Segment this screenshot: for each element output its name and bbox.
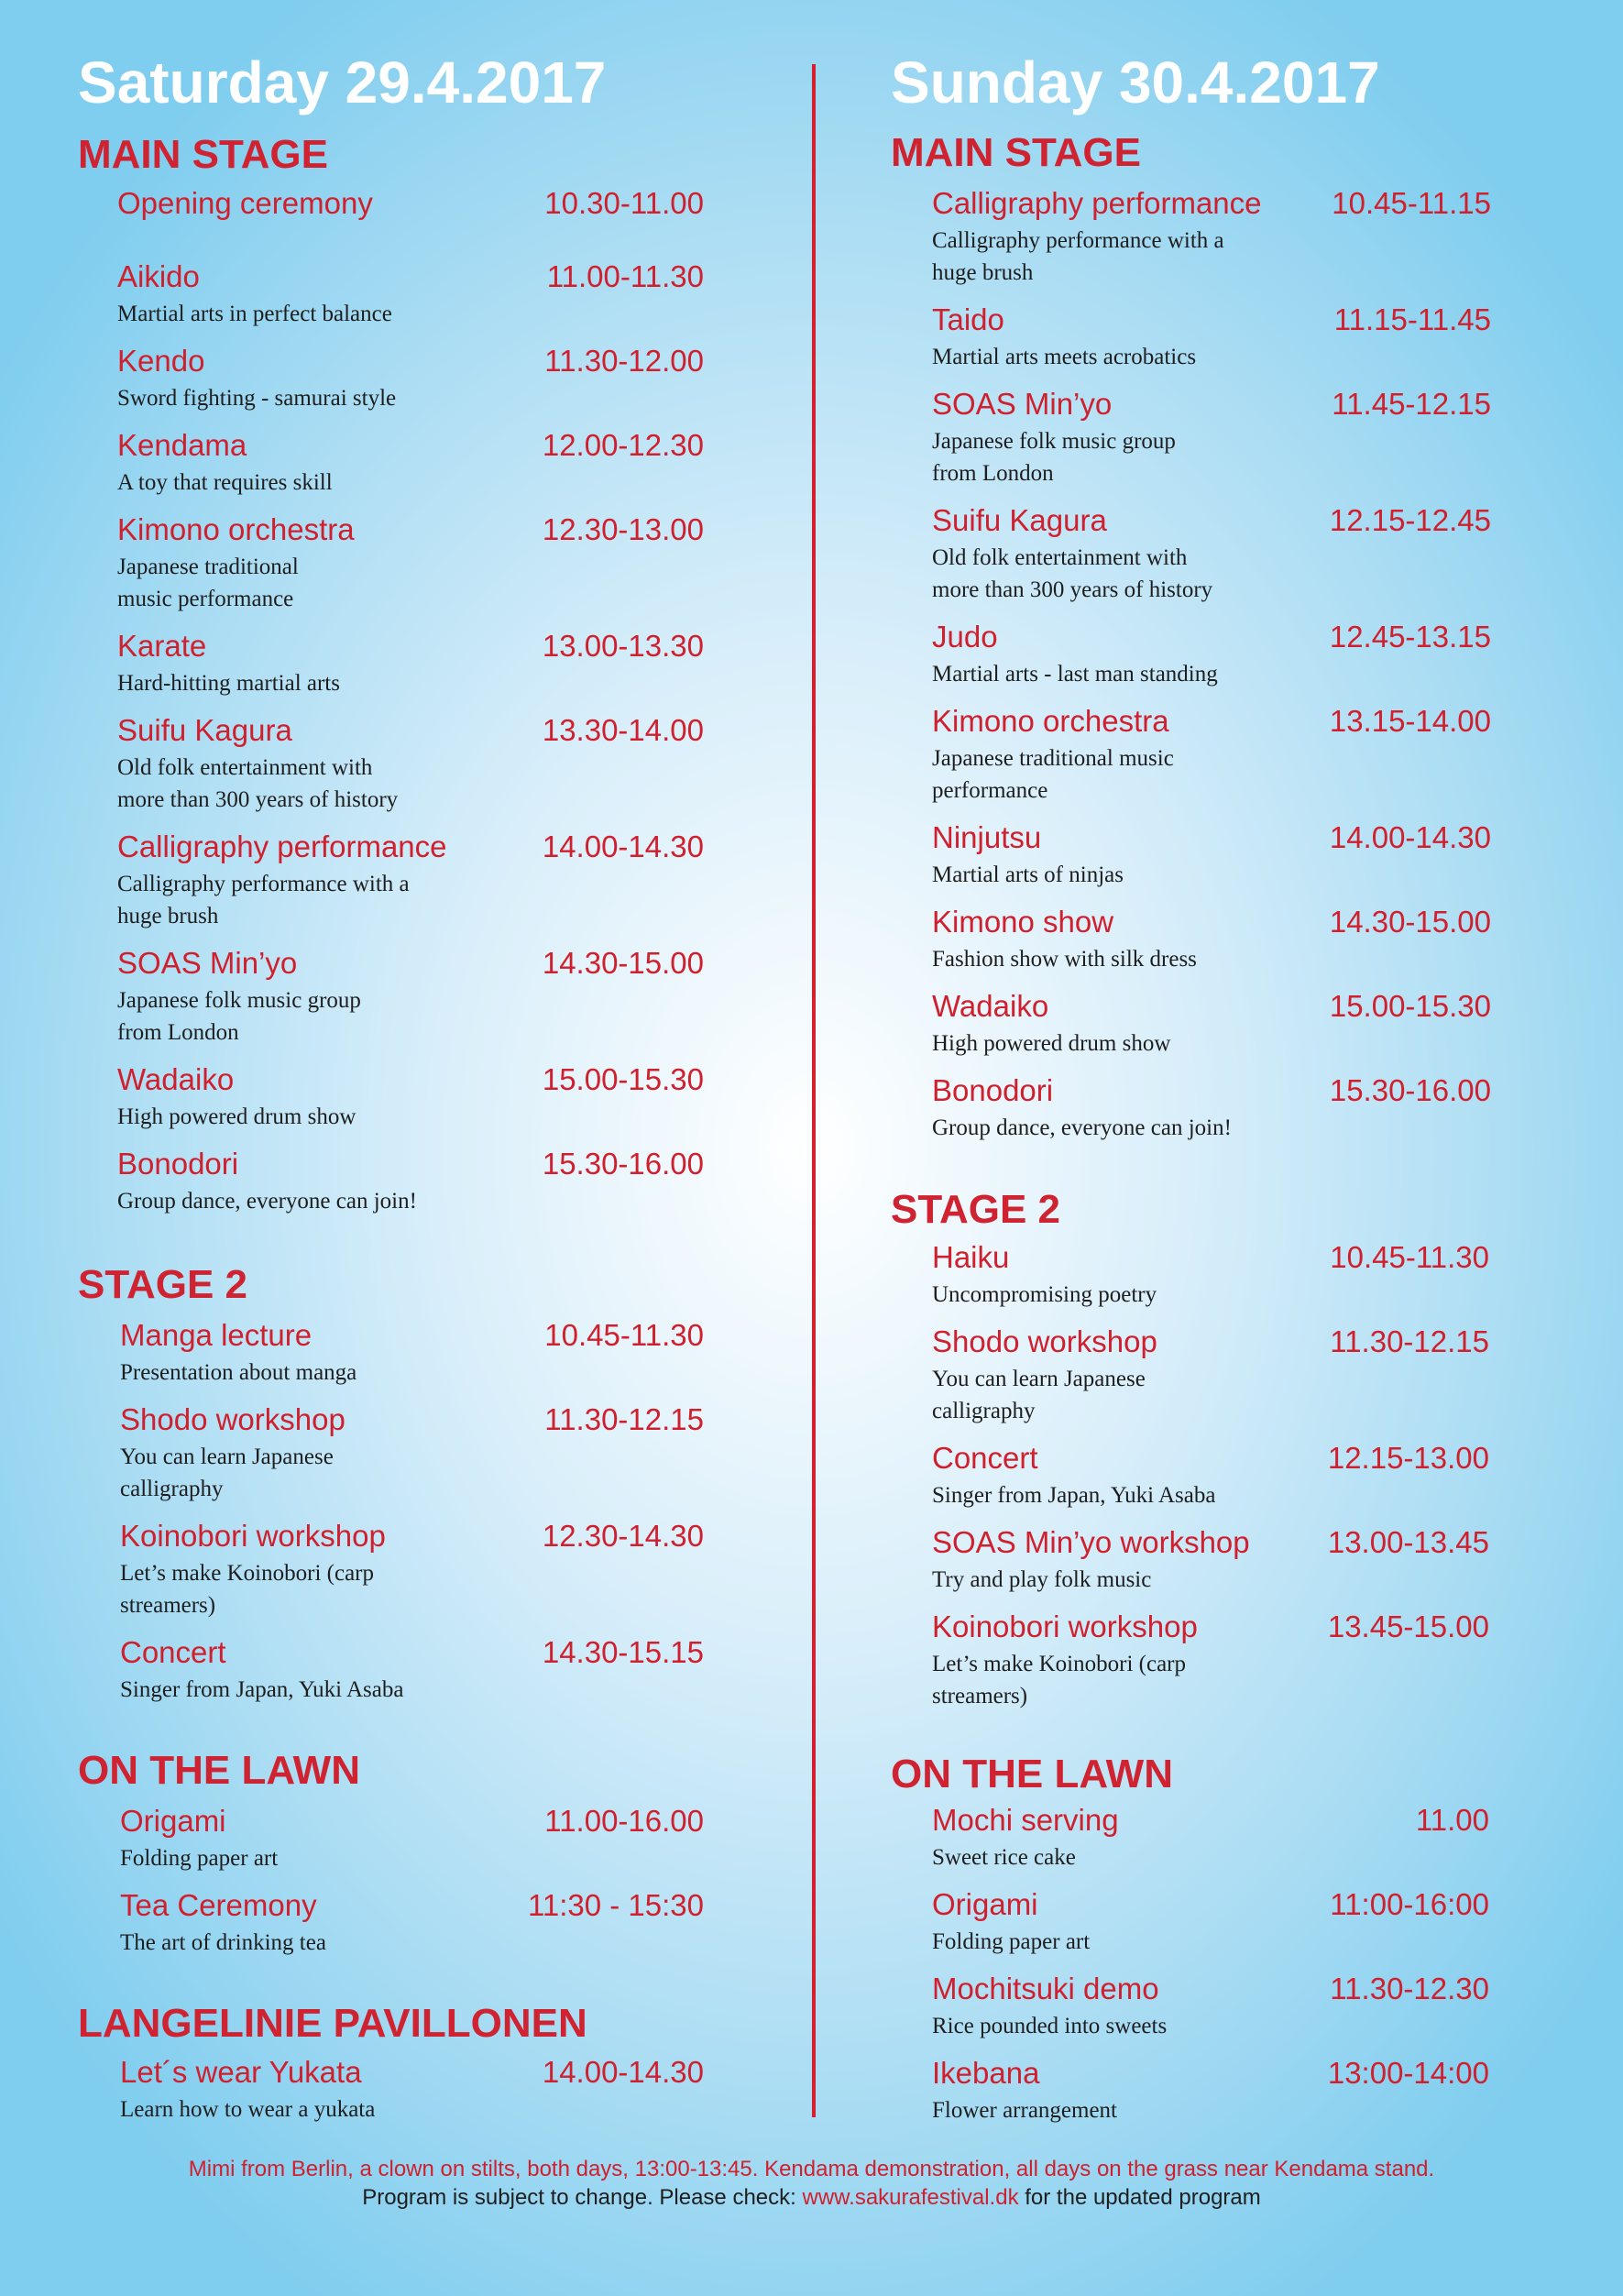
event-time: 12.00-12.30 xyxy=(542,428,704,462)
sunday-main-stage-heading: MAIN STAGE xyxy=(891,130,1141,175)
event-description: Old folk entertainment with more than 300 years of history xyxy=(932,545,1213,602)
event-description: Fashion show with silk dress xyxy=(932,947,1197,972)
event-name: Wadaiko xyxy=(117,1062,235,1096)
event-time: 11.30-12.15 xyxy=(544,1402,704,1436)
saturday-main-stage-heading: MAIN STAGE xyxy=(78,132,328,177)
event-time: 11.00-16.00 xyxy=(544,1804,704,1838)
event-description: Learn how to wear a yukata xyxy=(120,2097,376,2122)
footer-note: Mimi from Berlin, a clown on stilts, both days, 13:00-13:45. Kendama demonstration, all days on the grass near Kendama stand. xyxy=(188,2157,1435,2181)
event-time: 14.30-15.15 xyxy=(542,1635,704,1669)
event-time: 11.30-12.15 xyxy=(1330,1324,1489,1358)
event-name: Calligraphy performance xyxy=(932,186,1262,220)
event-name: Kendama xyxy=(117,428,247,462)
event-time: 12.30-14.30 xyxy=(542,1519,704,1553)
event-time: 11.15-11.45 xyxy=(1333,302,1491,336)
event-description: Japanese traditional music performance xyxy=(117,555,299,611)
event-time: 14.30-15.00 xyxy=(1329,905,1491,939)
event-time: 15.30-16.00 xyxy=(542,1147,704,1181)
event-name: SOAS Min’yo workshop xyxy=(932,1525,1250,1559)
event-name: Kimono orchestra xyxy=(117,512,355,546)
event-time: 13.45-15.00 xyxy=(1327,1609,1489,1643)
event-name: Mochitsuki demo xyxy=(932,1972,1159,2005)
festival-website-link[interactable]: www.sakurafestival.dk xyxy=(802,2185,1019,2210)
event-time: 14.00-14.30 xyxy=(542,2055,704,2089)
event-description: Presentation about manga xyxy=(120,1360,357,1385)
event-time: 13.00-13.30 xyxy=(542,629,704,663)
event-description: Singer from Japan, Yuki Asaba xyxy=(932,1483,1216,1508)
event-name: Koinobori workshop xyxy=(932,1609,1198,1643)
event-description: Group dance, everyone can join! xyxy=(117,1189,417,1214)
event-description: High powered drum show xyxy=(932,1031,1171,1056)
saturday-stage-2-heading: STAGE 2 xyxy=(78,1262,248,1307)
sunday-title: Sunday 30.4.2017 xyxy=(891,49,1380,115)
event-name: Shodo workshop xyxy=(120,1402,345,1436)
event-time: 10.45-11.15 xyxy=(1332,186,1491,220)
event-time: 13.30-14.00 xyxy=(542,713,704,747)
event-description: Martial arts in perfect balance xyxy=(117,302,392,326)
event-description: Rice pounded into sweets xyxy=(932,2014,1168,2038)
event-time: 11:00-16:00 xyxy=(1330,1887,1489,1921)
event-time: 15.30-16.00 xyxy=(1329,1073,1491,1107)
saturday-title: Saturday 29.4.2017 xyxy=(78,49,607,115)
event-description: Japanese folk music group from London xyxy=(932,429,1176,486)
event-time: 11.30-12.30 xyxy=(1330,1972,1489,2005)
event-name: Ninjutsu xyxy=(932,820,1042,854)
event-name: Kimono show xyxy=(932,905,1114,939)
event-name: Suifu Kagura xyxy=(117,713,292,747)
event-description: Sweet rice cake xyxy=(932,1845,1076,1870)
event-name: Concert xyxy=(932,1441,1038,1475)
event-name: Haiku xyxy=(932,1240,1010,1274)
event-time: 10.45-11.30 xyxy=(1330,1240,1489,1274)
event-time: 11:30 - 15:30 xyxy=(527,1888,704,1922)
event-name: Bonodori xyxy=(117,1147,239,1181)
event-description: Group dance, everyone can join! xyxy=(932,1115,1232,1140)
event-description: Old folk entertainment with more than 300 years of history xyxy=(117,755,399,812)
event-time: 13.00-13.45 xyxy=(1327,1525,1489,1559)
event-time: 12.45-13.15 xyxy=(1329,620,1491,654)
event-description: Martial arts - last man standing xyxy=(932,662,1218,687)
event-time: 12.15-13.00 xyxy=(1327,1441,1489,1475)
event-name: Suifu Kagura xyxy=(932,503,1107,537)
event-description: You can learn Japanese calligraphy xyxy=(120,1445,334,1501)
event-description: Let’s make Koinobori (carp streamers) xyxy=(932,1652,1186,1708)
event-name: Bonodori xyxy=(932,1073,1054,1107)
event-description: Try and play folk music xyxy=(932,1567,1152,1592)
event-name: Tea Ceremony xyxy=(120,1888,317,1922)
event-description: Japanese folk music group from London xyxy=(117,988,361,1045)
event-time: 11.00-11.30 xyxy=(546,259,704,293)
saturday-on-the-lawn-heading: ON THE LAWN xyxy=(78,1748,360,1793)
event-description: The art of drinking tea xyxy=(120,1930,326,1955)
footer-subject-suffix: for the updated program xyxy=(1018,2185,1261,2210)
event-name: Kendo xyxy=(117,344,205,378)
event-description: Martial arts of ninjas xyxy=(932,862,1124,887)
event-name: Mochi serving xyxy=(932,1803,1119,1837)
event-name: Opening ceremony xyxy=(117,186,373,220)
column-divider xyxy=(812,64,816,2117)
event-description: Hard-hitting martial arts xyxy=(117,671,340,696)
sunday-on-the-lawn-heading: ON THE LAWN xyxy=(891,1752,1173,1796)
event-name: Shodo workshop xyxy=(932,1324,1157,1358)
event-description: Sword fighting - samurai style xyxy=(117,386,397,411)
event-name: Aikido xyxy=(117,259,200,293)
event-description: Flower arrangement xyxy=(932,2098,1118,2123)
event-description: A toy that requires skill xyxy=(117,470,333,495)
event-time: 14.00-14.30 xyxy=(1329,820,1491,854)
event-name: Karate xyxy=(117,629,207,663)
footer-disclaimer xyxy=(0,2184,1623,2212)
event-name: Manga lecture xyxy=(120,1318,313,1352)
event-name: Kimono orchestra xyxy=(932,704,1169,738)
event-name: Taido xyxy=(932,302,1004,336)
event-description: Let’s make Koinobori (carp streamers) xyxy=(120,1561,374,1618)
event-time: 12.30-13.00 xyxy=(542,512,704,546)
event-description: Singer from Japan, Yuki Asaba xyxy=(120,1677,404,1702)
event-time: 11.00 xyxy=(1415,1803,1489,1837)
event-name: Ikebana xyxy=(932,2056,1040,2090)
event-name: Koinobori workshop xyxy=(120,1519,386,1553)
event-description: Folding paper art xyxy=(932,1929,1091,1954)
event-description: Calligraphy performance with a huge brush xyxy=(932,228,1224,285)
footer-subject-prefix: Program is subject to change. Please check: xyxy=(362,2185,803,2210)
event-description: You can learn Japanese calligraphy xyxy=(932,1367,1146,1423)
saturday-langelinie-heading: LANGELINIE PAVILLONEN xyxy=(78,2001,587,2046)
event-time: 14.00-14.30 xyxy=(542,829,704,863)
event-name: Concert xyxy=(120,1635,226,1669)
event-name: Origami xyxy=(120,1804,226,1838)
event-description: Calligraphy performance with a huge brush xyxy=(117,872,410,928)
event-time: 11.30-12.00 xyxy=(544,344,704,378)
sunday-stage-2-heading: STAGE 2 xyxy=(891,1187,1061,1232)
event-time: 13:00-14:00 xyxy=(1327,2056,1489,2090)
event-description: Uncompromising poetry xyxy=(932,1282,1157,1307)
event-name: SOAS Min’yo xyxy=(932,387,1113,421)
event-name: Let´s wear Yukata xyxy=(120,2055,362,2089)
event-name: Calligraphy performance xyxy=(117,829,447,863)
event-description: Martial arts meets acrobatics xyxy=(932,345,1197,369)
event-time: 10.45-11.30 xyxy=(544,1318,704,1352)
event-description: High powered drum show xyxy=(117,1104,356,1129)
event-description: Japanese traditional music performance xyxy=(932,746,1174,803)
event-time: 15.00-15.30 xyxy=(1329,989,1491,1023)
event-description: Folding paper art xyxy=(120,1846,279,1871)
event-time: 11.45-12.15 xyxy=(1332,387,1491,421)
event-time: 14.30-15.00 xyxy=(542,946,704,980)
event-time: 12.15-12.45 xyxy=(1329,503,1491,537)
event-name: Wadaiko xyxy=(932,989,1049,1023)
event-name: Judo xyxy=(932,620,998,654)
event-name: Origami xyxy=(932,1887,1038,1921)
event-time: 10.30-11.00 xyxy=(544,186,704,220)
event-name: SOAS Min’yo xyxy=(117,946,298,980)
event-time: 13.15-14.00 xyxy=(1329,704,1491,738)
event-time: 15.00-15.30 xyxy=(542,1062,704,1096)
